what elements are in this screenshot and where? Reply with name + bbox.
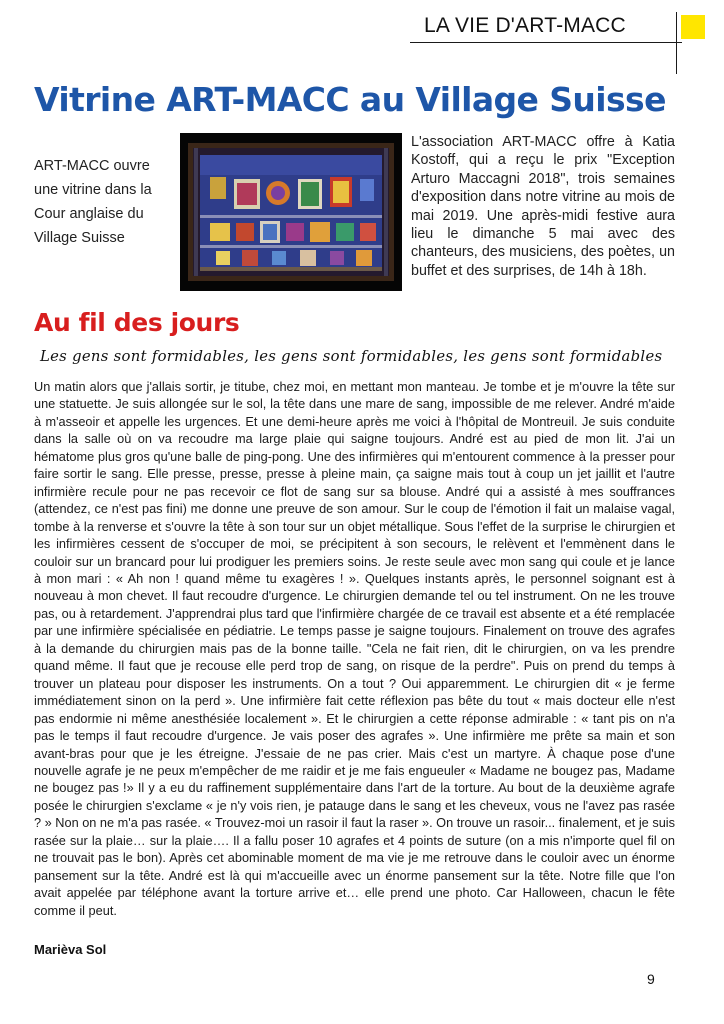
story-body: Un matin alors que j'allais sortir, je titube, chez moi, en mettant mon manteau. Je tombe et je m'ouvre la tête sur une statuette. Je suis allongée sur le sol, la tête dans une mare de sang, impossible de me relever. André m'aide à m'asseoir et appelle les urgences. Et une demi-heure après me voici à l'hôpital de Montreuil. Je suis conduite dans la salle où on va recoudre ma large plaie qui saigne toujours. André est au pied de mon lit. J'ai un hématome plus gros qu'une balle de ping-pong. Une des infirmières qui m'entourent commence à la presser pour faire sortir le sang. Elle presse, presse, presse à pleine main, ça saigne mais tout à coup un jet jaillit et l'autre infirmière recule pour ne pas recevoir ce flot de sang sur sa blouse. André qui a assisté à mes souffrances (attendez, ce n'est pas fini) me donne une preuve de son amour. Sur le coup de l'émotion il fait un malaise vagal, tombe à la renverse et s'ouvre la tête à son tour sur un objet métallique. Sous l'effet de la surprise le chirurgien et les infirmières cessent de s'occuper de moi, se précipitent à son secours, le relèvent et l'emmènent dans le couloir sur un brancard pour lui prodiguer les premiers soins. Je reste seule avec mon sang qui coule et je lance à mon mari : « Ah non ! quand même tu exagères ! ». Quelques instants après, le personnel soignant est à nouveau à mon chevet. Il faut recoudre d'urgence. Le chirurgien demande tel ou tel instrument. On ne les trouve pas, ou à retardement. J'apprendrai plus tard que l'infirmière chargée de ce travail est absente et a été remplacée par une infirmière spécialisée en pédiatrie. Le temps passe je saigne toujours. Finalement on trouve des agrafes à la demande du chirurgien mais pas de la bonne taille. "Cela ne fait rien, dit le chirurgien, on va les prendre quand même. Il faut que je recouse elle perd trop de sang, on risque de la perdre". Puis on prend du temps à trouver un plateau pour disposer les instruments. On a tout ? Oui apparemment. Le chirurgien dit « je ferme immédiatement sinon on la perd ». Une infirmière fait cette réflexion pas bête du tout « mais docteur elle n'est pas endormie ni même anesthésiée localement ». Et le chirurgien a cette réponse admirable : « tant pis on n'a pas le temps il faut recoudre d'urgence. Je vais poser des agrafes ». Une infirmière me prête sa main et son avant-bras pour que je les étreigne. J'essaie de ne pas crier. Mais c'est un martyre. À chaque pose d'une nouvelle agrafe je ne peux m'empêcher de me raidir et je me fais engueuler « Madame ne bougez pas, Madame ne bougez pas !» Il y a eu du raffinement supplémentaire dans l'art de la torture. Au bout de la deuxième agrafe posée le chirurgien s'exclame « je n'y vois rien, je patauge dans le sang et les cheveux, vous ne l'avez pas rasée ? » Non on ne m'a pas rasée. « Trouvez-moi un rasoir il faut la raser ». On trouve un rasoir... finalement, et je suis rasée sur la plaie… sur la plaie…. Il a fallu poser 10 agrafes et 4 points de suture (on a mis n'importe quel fil on ne trouvait pas le bon). Après cet abominable moment de ma vie je me retrouve dans le couloir avec un énorme pansement sur la tête. André est là qui m'accueille avec un énorme pansement sur la tête. Notre fille que l'on avait appelée par téléphone avant la torture arrive et… elle prend une photo. Car Halloween, chacun le fête comme il peut. [34, 379, 675, 918]
vitrine-photo [180, 133, 402, 291]
photo-caption: ART-MACC ouvre une vitrine dans la Cour anglaise du Village Suisse [34, 158, 152, 246]
header-accent-square [681, 15, 705, 39]
handwritten-tagline: Les gens sont formidables, les gens sont formidables, les gens sont formidables [40, 348, 663, 365]
page-number: 9 [647, 971, 655, 987]
header-vertical-rule [676, 12, 677, 74]
header-rule [410, 42, 682, 43]
section-heading: Au fil des jours [34, 308, 240, 337]
author-signature: Marièva Sol [34, 942, 107, 957]
running-head: LA VIE D'ART-MACC [424, 14, 626, 37]
intro-paragraph: L'association ART-MACC offre à Katia Kostoff, qui a reçu le prix "Exception Arturo Maccagni 2018", trois semaines d'exposition dans notre vitrine au mois de mai 2019. Une après-midi festive aura lieu le dimanche 5 mai avec des chanteurs, des musiciens, des poètes, un buffet et des surprises, de 14h à 18h. [411, 134, 675, 279]
article-title: Vitrine ART-MACC au Village Suisse [34, 80, 666, 119]
